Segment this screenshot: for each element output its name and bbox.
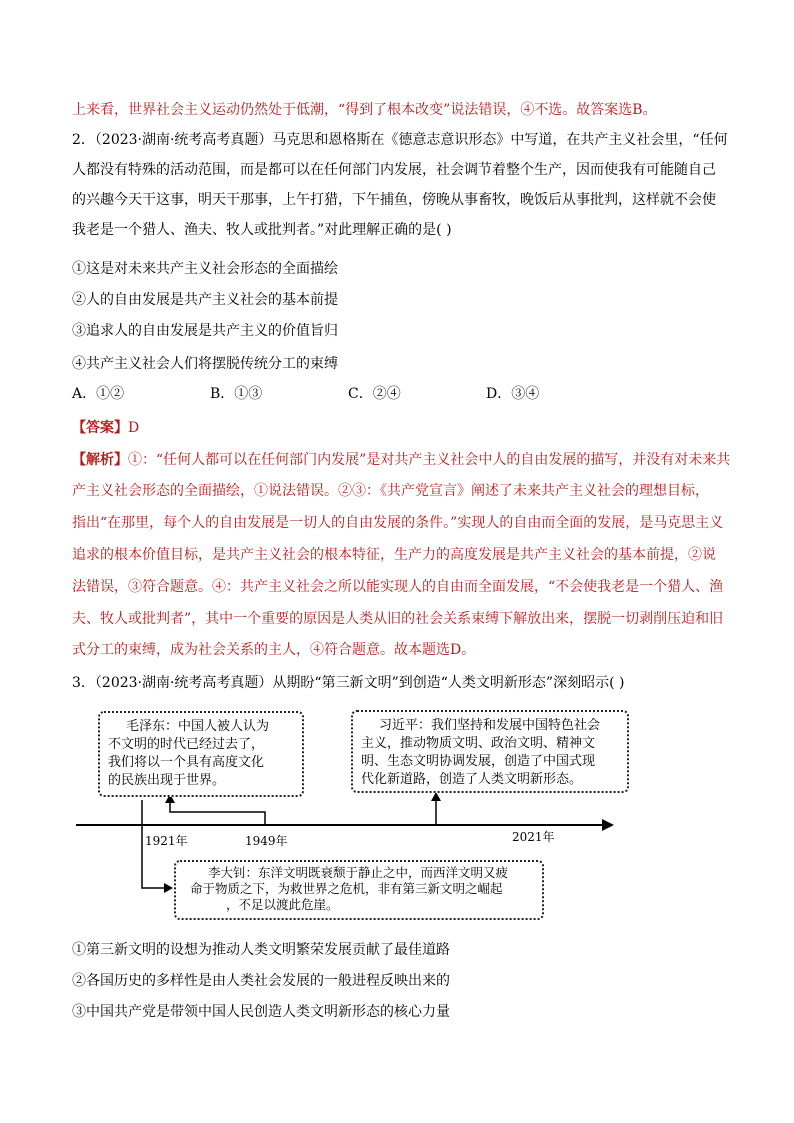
q3-item-3: ③中国共产党是带领中国人民创造人类文明新形态的核心力量 [72,1004,450,1020]
q2-item-2: ②人的自由发展是共产主义社会的基本前提 [72,292,338,308]
q2-item-4: ④共产主义社会人们将摆脱传统分工的束缚 [72,356,338,372]
q2-option-d: D．③④ [486,386,540,402]
connector-1949-arrow [165,794,175,803]
year-2021: 2021年 [512,830,555,844]
q2-analysis-line-7: 式分工的束缚，成为社会关系的主人，④符合题意。故本题选D。 [72,642,476,658]
li-quote-box [174,860,544,920]
q2-analysis-line-5: 法错误，③符合题意。④：共产主义社会之所以能实现人的自由而全面发展，“不会使我老是一个猎人、渔 [72,579,724,595]
li-line-2: 命于物质之下，为救世界之危机，非有第三新文明之崛起 [190,881,503,896]
li-line-3: ，不足以渡此危崖。 [226,897,339,912]
q2-analysis-line-3: 指出“在那里，每个人的自由发展是一切人的自由发展的条件。”实现人的自由而全面的发展，是马克思主义 [72,515,724,531]
connector-2021-arrow [431,792,441,801]
q2-stem-line-3: 的兴趣今天干这事，明天干那事，上午打猎，下午捕鱼，傍晚从事畜牧，晚饭后从事批判，这样就不会使 [72,192,716,208]
xi-quote-box [351,710,629,793]
q2-stem-line-2: 人都没有特殊的活动范围，而是都可以在任何部门内发展，社会调节着整个生产，因而使我有可能随自己 [72,162,716,178]
analysis-tag: 【解析】 [72,452,128,468]
connector-1921-arrow [164,883,173,893]
connector-1949 [170,800,265,825]
xi-line-2: 主义，推动物质文明、政治文明、精神文 [361,736,596,751]
mao-line-3: 我们将以一个具有高度文化 [108,755,265,770]
q2-analysis-line-2: 产主义社会形态的全面描绘，①说法错误。②③：《共产党宣言》阐述了未来共产主义社会的理想目标， [72,483,709,499]
answer-value: D [128,420,140,436]
q3-item-1: ①第三新文明的设想为推动人类文明繁荣发展贡献了最佳道路 [72,942,450,958]
q2-stem-line-4: 我老是一个猎人、渔夫、牧人或批判者。”对此理解正确的是( ) [72,222,452,238]
q2-item-3: ③追求人的自由发展是共产主义的价值旨归 [72,323,338,339]
q2-item-1: ①这是对未来共产主义社会形态的全面描绘 [72,261,338,277]
xi-line-4: 代化新道路，创造了人类文明新形态。 [361,772,583,787]
q3-stem: 3．（2023·湖南·统考高考真题）从期盼“第三新文明”到创造“人类文明新形态”深刻昭示( ) [72,675,625,691]
q2-analysis-line-4: 追求的根本价值目标，是共产主义社会的根本特征，生产力的高度发展是共产主义社会的基本前提，②说 [72,547,716,563]
mao-quote-box [98,711,304,797]
q2-analysis-line-6: 夫、牧人或批判者”，其中一个重要的原因是人类从旧的社会关系束缚下解放出来，摆脱一切剥削压迫和旧 [72,611,724,627]
connector-1921 [142,800,166,888]
xi-line-3: 明、生态文明协调发展，创造了中国式现 [361,754,596,769]
q2-option-b: B．①③ [210,386,263,402]
timeline-arrow-head [602,819,614,831]
prev-analysis-tail: 上来看，世界社会主义运动仍然处于低潮，“得到了根本改变”说法错误，④不选。故答案选B。 [72,102,657,118]
q2-option-c: C．②④ [348,386,401,402]
answer-tag: 【答案】 [72,420,128,436]
mao-line-1: 毛泽东：中国人被人认为 [126,719,270,734]
q2-answer [72,418,732,438]
year-1921: 1921年 [145,834,188,848]
mao-line-4: 的民族出现于世界。 [108,773,226,788]
xi-line-1: 习近平：我们坚持和发展中国特色社会 [379,718,601,733]
mao-line-2: 不文明的时代已经过去了， [108,737,265,752]
q3-item-2: ②各国历史的多样性是由人类社会发展的一般进程反映出来的 [72,973,450,989]
year-1949: 1949年 [245,834,288,848]
li-line-1: 李大钊：东洋文明既衰颓于静止之中，而西洋文明又疲 [208,865,509,880]
q2-option-a: A．①② [72,386,125,402]
q2-stem-line-1: 2．（2023·湖南·统考高考真题）马克思和恩格斯在《德意志意识形态》中写道，在共产主义社会里，“任何 [72,132,728,148]
analysis-text: ①：“任何人都可以在任何部门内发展”是对共产主义社会中人的自由发展的描写，并没有对未来共 [128,452,731,468]
q2-analysis-line-1 [72,450,732,470]
